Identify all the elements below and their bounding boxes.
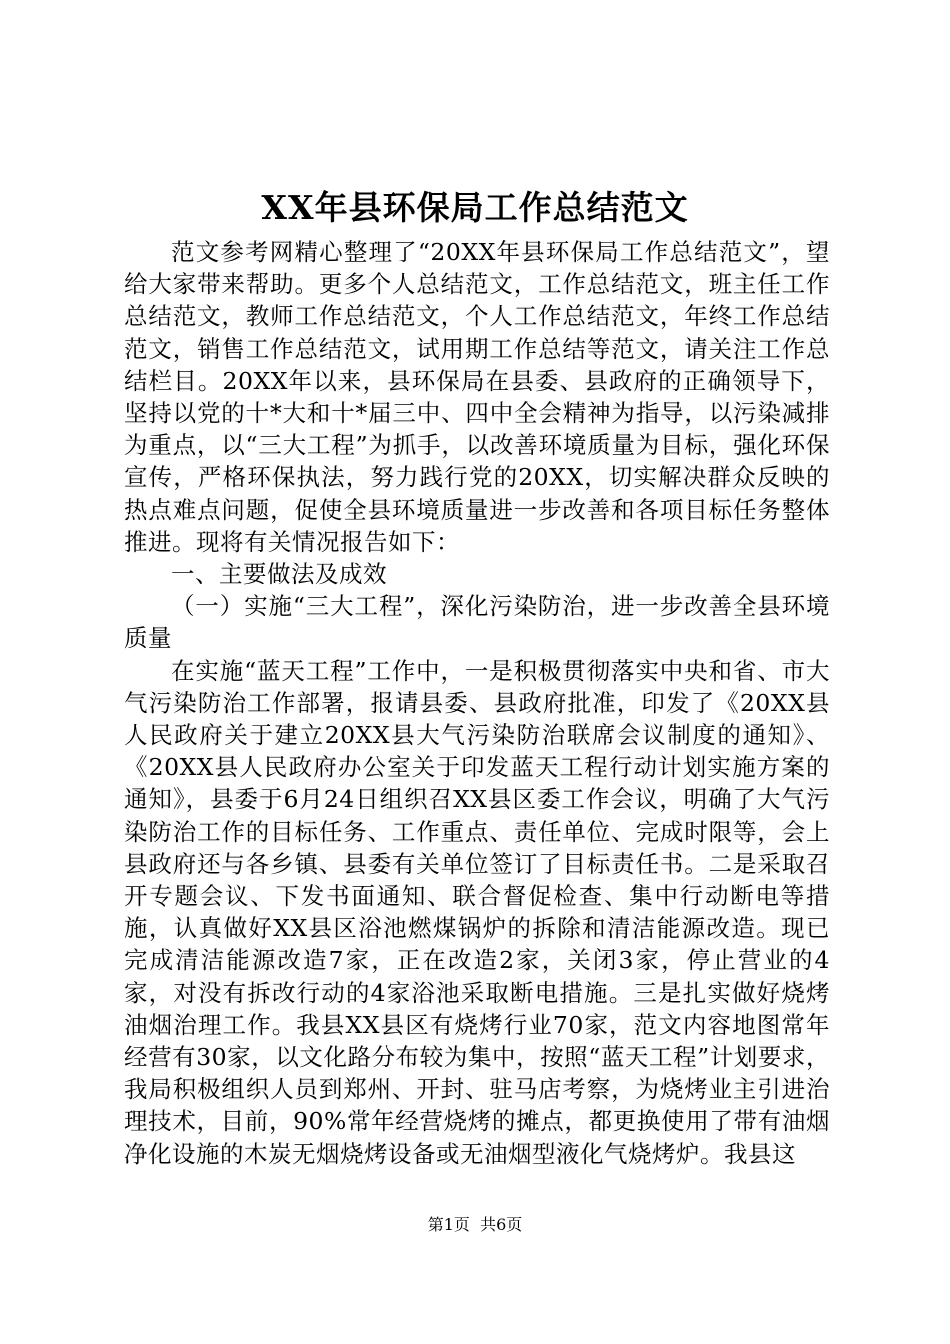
page-footer (0, 1214, 950, 1236)
section-heading: 一、主要做法及成效 (171, 560, 387, 589)
intro-paragraph: 范文参考网精心整理了“20XX年县环保局工作总结范文”，望给大家带来帮助。更多个人总结范文，工作总结范文，班主任工作总结范文，教师工作总结范文，个人工作总结范文，年终工作总结范文，销售工作总结范文，试用期工作总结等范文，请关注工作总结栏目。20XX年以来，县环保局在县委、县政府的正确领导下，坚持以党的十*大和十*届三中、四中全会精神为指导，以污染减排为重点，以“三大工程”为抓手，以改善环境质量为目标，强化环保宣传，严格环保执法，努力践行党的20XX，切实解决群众反映的热点难点问题，促使全县环境质量进一步改善和各项目标任务整体推进。现将有关情况报告如下： (124, 238, 830, 556)
document-title: XX年县环保局工作总结范文 (261, 188, 689, 227)
page-number: 第1页 共6页 (427, 1215, 523, 1234)
body-paragraph: 在实施“蓝天工程”工作中，一是积极贯彻落实中央和省、市大气污染防治工作部署，报请县委、县政府批准，印发了《20XX县人民政府关于建立20XX县大气污染防治联席会议制度的通知》、《20XX县人民政府办公室关于印发蓝天工程行动计划实施方案的通知》，县委于6月24日组织召XX县区委工作会议，明确了大气污染防治工作的目标任务、工作重点、责任单位、完成时限等，会上县政府还与各乡镇、县委有关单位签订了目标责任书。二是采取召开专题会议、下发书面通知、联合督促检查、集中行动断电等措施，认真做好XX县区浴池燃煤锅炉的拆除和清洁能源改造。现已完成清洁能源改造7家，正在改造2家，关闭3家，停止营业的4家，对没有拆改行动的4家浴池采取断电措施。三是扎实做好烧烤油烟治理工作。我县XX县区有烧烤行业70家，范文内容地图常年经营有30家，以文化路分布较为集中，按照“蓝天工程”计划要求，我局积极组织人员到郑州、开封、驻马店考察，为烧烤业主引进治理技术，目前，90%常年经营烧烤的摊点，都更换使用了带有油烟净化设施的木炭无烟烧烤设备或无油烟型液化气烧烤炉。我县这 (124, 656, 830, 1168)
subsection-heading: （一）实施“三大工程”，深化污染防治，进一步改善全县环境质量 (124, 592, 830, 653)
document-body (124, 236, 830, 1170)
